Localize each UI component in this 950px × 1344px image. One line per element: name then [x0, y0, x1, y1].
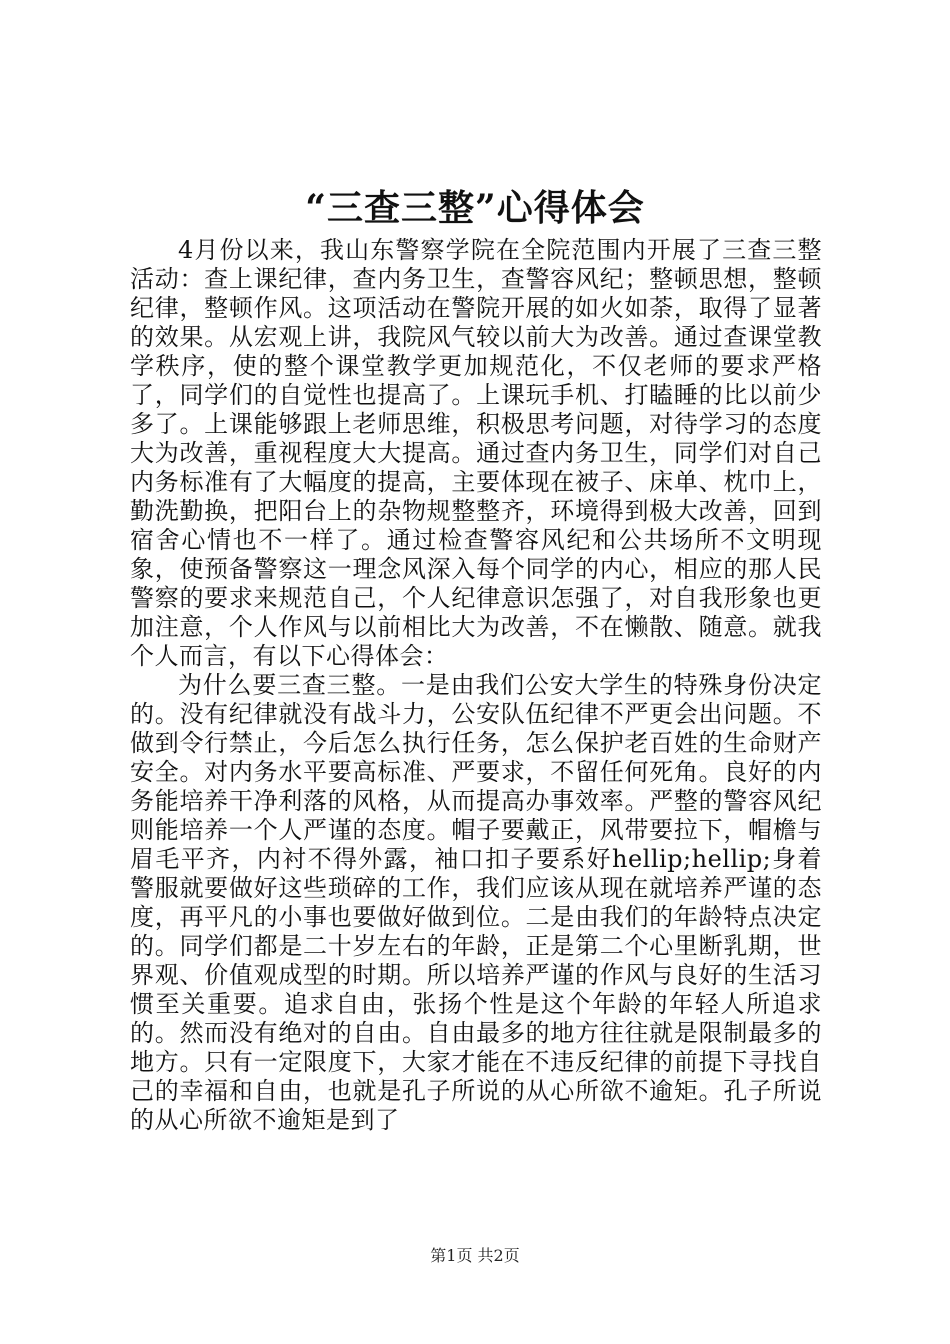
document-title: “三查三整”心得体会 [305, 187, 645, 229]
paragraph-why: 为什么要三查三整。一是由我们公安大学生的特殊身份决定的。没有纪律就没有战斗力，公安队伍纪律不严更会出问题。不做到令行禁止，今后怎么执行任务，怎么保护老百姓的生命财产安全。对内务水平要高标准、严要求，不留任何死角。良好的内务能培养干净利落的风格，从而提高办事效率。严整的警容风纪则能培养一个人严谨的态度。帽子要戴正，风带要拉下，帽檐与眉毛平齐，内衬不得外露，袖口扣子要系好hellip;hellip;身着警服就要做好这些琐碎的工作，我们应该从现在就培养严谨的态度，再平凡的小事也要做好做到位。二是由我们的年龄特点决定的。同学们都是二十岁左右的年龄，正是第二个心里断乳期，世界观、价值观成型的时期。所以培养严谨的作风与良好的生活习惯至关重要。追求自由，张扬个性是这个年龄的年轻人所追求的。然而没有绝对的自由。自由最多的地方往往就是限制最多的地方。只有一定限度下，大家才能在不违反纪律的前提下寻找自己的幸福和自由，也就是孔子所说的从心所欲不逾矩。孔子所说的从心所欲不逾矩是到了 [130, 671, 822, 1134]
page-footer: 第1页 共2页 [430, 1246, 520, 1265]
document-body [130, 236, 822, 1135]
paragraph-intro: 4月份以来，我山东警察学院在全院范围内开展了三查三整活动：查上课纪律，查内务卫生，查警容风纪；整顿思想，整顿纪律，整顿作风。这项活动在警院开展的如火如荼，取得了显著的效果。从宏观上讲，我院风气较以前大为改善。通过查课堂教学秩序，使的整个课堂教学更加规范化，不仅老师的要求严格了，同学们的自觉性也提高了。上课玩手机、打瞌睡的比以前少多了。上课能够跟上老师思维，积极思考问题，对待学习的态度大为改善，重视程度大大提高。通过查内务卫生，同学们对自己内务标准有了大幅度的提高，主要体现在被子、床单、枕巾上，勤洗勤换，把阳台上的杂物规整整齐，环境得到极大改善，回到宿舍心情也不一样了。通过检查警容风纪和公共场所不文明现象，使预备警察这一理念风深入每个同学的内心，相应的那人民警察的要求来规范自己，个人纪律意识怎强了，对自我形象也更加注意，个人作风与以前相比大为改善，不在懒散、随意。就我个人而言，有以下心得体会： [130, 236, 822, 670]
